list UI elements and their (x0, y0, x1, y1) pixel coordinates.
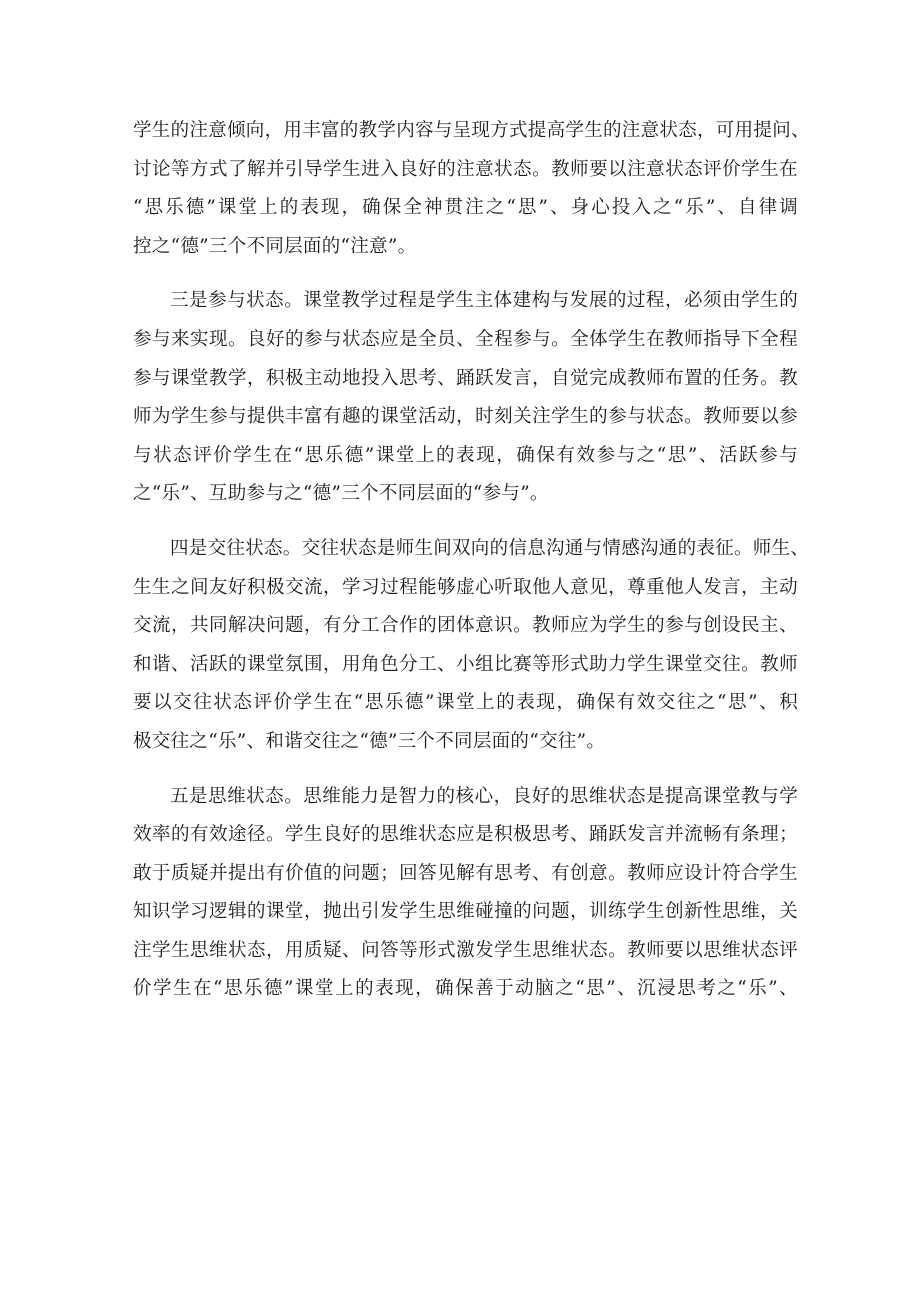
paragraph-thinking (133, 778, 798, 1010)
paragraph-interaction (133, 530, 810, 762)
text-line: 敢于质疑并提出有价值的问题；回答见解有思考、有创意。教师应设计符合学生 (133, 862, 798, 884)
text-line: 五是思维状态。思维能力是智力的核心，良好的思维状态是提高课堂教与学 (170, 785, 798, 807)
text-line: 要以交往状态评价学生在“思乐德”课堂上的表现，确保有效交往之“思”、积 (133, 692, 798, 714)
text-line: 师为学生参与提供丰富有趣的课堂活动，时刻关注学生的参与状态。教师要以参 (133, 406, 798, 428)
text-line: 价学生在“思乐德”课堂上的表现，确保善于动脑之“思”、沉浸思考之“乐”、 (133, 978, 798, 1000)
text-line: 讨论等方式了解并引导学生进入良好的注意状态。教师要以注意状态评价学生在 (133, 158, 798, 180)
text-line: 效率的有效途径。学生良好的思维状态应是积极思考、踊跃发言并流畅有条理； (133, 824, 798, 846)
text-line: 控之“德”三个不同层面的“注意”。 (133, 235, 417, 257)
text-line: 生生之间友好积极交流，学习过程能够虚心听取他人意见，尊重他人发言，主动 (133, 576, 798, 598)
text-line: 极交往之“乐”、和谐交往之“德”三个不同层面的“交往”。 (133, 730, 606, 752)
text-line: 注学生思维状态，用质疑、问答等形式激发学生思维状态。教师要以思维状态评 (133, 939, 798, 961)
paragraph-attention-continued (133, 112, 810, 266)
text-line: 学生的注意倾向，用丰富的教学内容与呈现方式提高学生的注意状态，可用提问、 (133, 120, 810, 141)
text-line: 与状态评价学生在“思乐德”课堂上的表现，确保有效参与之“思”、活跃参与 (133, 444, 798, 466)
text-line: 之“乐”、互助参与之“德”三个不同层面的“参与”。 (133, 483, 549, 505)
text-line: 四是交往状态。交往状态是师生间双向的信息沟通与情感沟通的表征。师生、 (170, 537, 810, 559)
document-body (133, 112, 810, 1025)
text-line: 知识学习逻辑的课堂，抛出引发学生思维碰撞的问题，训练学生创新性思维，关 (133, 901, 798, 923)
paragraph-participation (133, 282, 798, 514)
text-line: 参与课堂教学，积极主动地投入思考、踊跃发言，自觉完成教师布置的任务。教 (133, 367, 798, 389)
text-line: 三是参与状态。课堂教学过程是学生主体建构与发展的过程，必须由学生的 (170, 290, 798, 312)
text-line: 参与来实现。良好的参与状态应是全员、全程参与。全体学生在教师指导下全程 (133, 328, 798, 350)
text-line: “思乐德”课堂上的表现，确保全神贯注之“思”、身心投入之“乐”、自律调 (133, 197, 798, 219)
text-line: 交流，共同解决问题，有分工合作的团体意识。教师应为学生的参与创设民主、 (133, 615, 798, 637)
text-line: 和谐、活跃的课堂氛围，用角色分工、小组比赛等形式助力学生课堂交往。教师 (133, 653, 798, 675)
